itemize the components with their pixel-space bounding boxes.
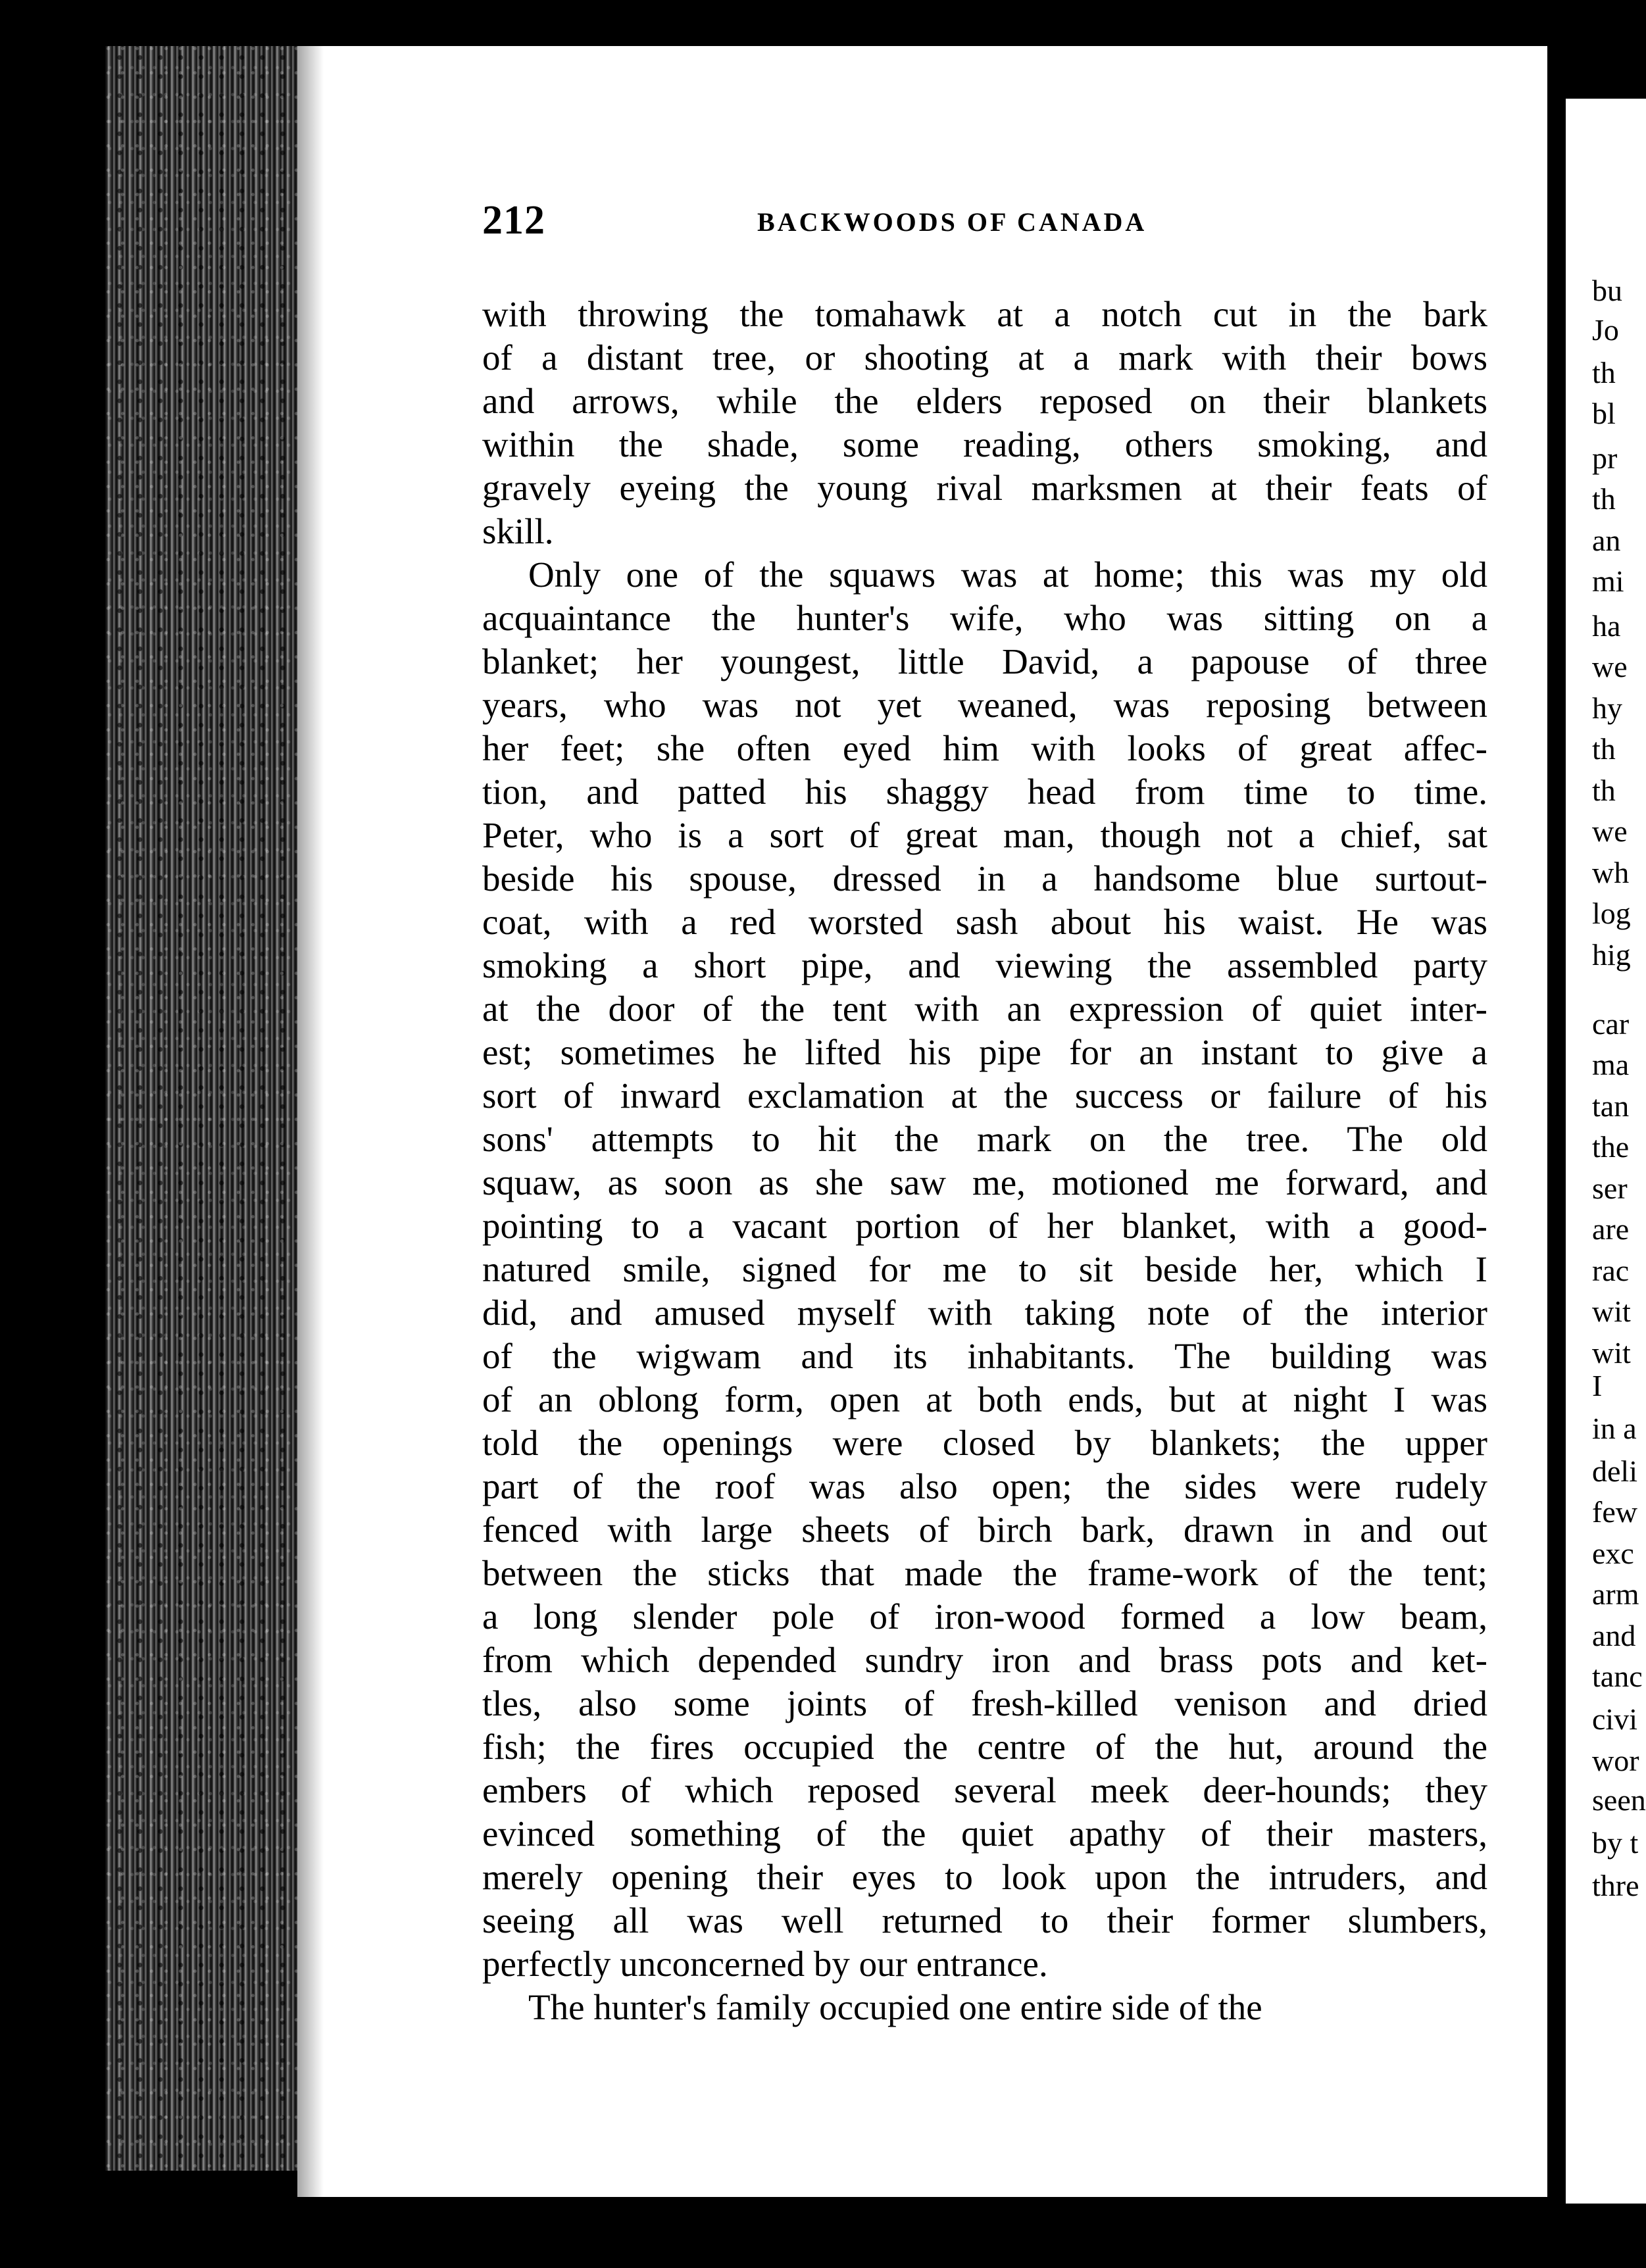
text-line: sons' attempts to hit the mark on the tree. The old bbox=[482, 1119, 1487, 1159]
right-page-fragment: rac bbox=[1592, 1254, 1630, 1287]
text-line: acquaintance the hunter's wife, who was sitting on a bbox=[482, 598, 1487, 638]
right-page-fragment: exc bbox=[1592, 1537, 1634, 1570]
right-page-fragment: by t bbox=[1592, 1826, 1639, 1860]
right-page-fragment: wit bbox=[1592, 1336, 1631, 1369]
right-page-fragment: deli bbox=[1592, 1454, 1637, 1488]
right-page-fragment: and bbox=[1592, 1619, 1636, 1652]
right-page-fragment: log bbox=[1592, 897, 1631, 930]
text-line: smoking a short pipe, and viewing the assembled party bbox=[482, 945, 1487, 985]
text-line: of a distant tree, or shooting at a mark with their bows bbox=[482, 337, 1487, 378]
text-line: from which depended sundry iron and brass pots and ket- bbox=[482, 1640, 1487, 1680]
right-page-fragment: tanc bbox=[1592, 1660, 1643, 1693]
text-line: squaw, as soon as she saw me, motioned me forward, and bbox=[482, 1162, 1487, 1202]
right-page-fragment: wor bbox=[1592, 1744, 1639, 1777]
text-line: of the wigwam and its inhabitants. The building was bbox=[482, 1336, 1487, 1376]
text-line: est; sometimes he lifted his pipe for an instant to give a bbox=[482, 1032, 1487, 1072]
right-page-fragment: bu bbox=[1592, 274, 1622, 307]
right-page-fragment: th bbox=[1592, 774, 1616, 807]
text-line: Peter, who is a sort of great man, though not a chief, sat bbox=[482, 815, 1487, 855]
text-line: years, who was not yet weaned, was reposing between bbox=[482, 685, 1487, 725]
right-page-fragment: seen bbox=[1592, 1783, 1646, 1817]
right-page-fragment: are bbox=[1592, 1212, 1630, 1246]
right-page-fragment: th bbox=[1592, 482, 1616, 516]
text-line: embers of which reposed several meek deer-hounds; they bbox=[482, 1770, 1487, 1810]
text-line: with throwing the tomahawk at a notch cut in the bark bbox=[482, 294, 1487, 334]
right-page-fragment: th bbox=[1592, 732, 1616, 766]
right-page-fragment: civi bbox=[1592, 1702, 1637, 1736]
text-line: of an oblong form, open at both ends, but at night I was bbox=[482, 1379, 1487, 1419]
text-line: beside his spouse, dressed in a handsome blue surtout- bbox=[482, 858, 1487, 899]
right-page-fragment: wit bbox=[1592, 1294, 1631, 1328]
right-page-fragment: hig bbox=[1592, 938, 1631, 972]
right-page-fragment: bl bbox=[1592, 397, 1616, 430]
text-line: merely opening their eyes to look upon the intruders, and bbox=[482, 1857, 1487, 1897]
page-gutter-shadow bbox=[297, 46, 324, 2197]
right-page-fragment: tan bbox=[1592, 1089, 1630, 1123]
text-line: natured smile, signed for me to sit beside her, which I bbox=[482, 1249, 1487, 1289]
page-header bbox=[482, 197, 1199, 250]
body-text bbox=[482, 293, 1487, 2029]
text-line: a long slender pole of iron-wood formed a low beam, bbox=[482, 1596, 1487, 1637]
right-page-fragment: ser bbox=[1592, 1171, 1628, 1205]
text-line: sort of inward exclamation at the success or failure of his bbox=[482, 1075, 1487, 1116]
running-head: BACKWOODS OF CANADA bbox=[757, 207, 1147, 237]
right-page-fragment: the bbox=[1592, 1130, 1630, 1164]
right-page-fragment: mi bbox=[1592, 564, 1624, 598]
right-page-fragment: arm bbox=[1592, 1577, 1639, 1611]
right-page-fragment: ha bbox=[1592, 609, 1621, 643]
right-page-fragment: we bbox=[1592, 814, 1628, 848]
page-number: 212 bbox=[482, 198, 545, 243]
text-line: blanket; her youngest, little David, a papouse of three bbox=[482, 641, 1487, 681]
right-page-fragment: car bbox=[1592, 1007, 1630, 1041]
book-edge-left bbox=[105, 46, 303, 2171]
text-line: and arrows, while the elders reposed on their blankets bbox=[482, 381, 1487, 421]
right-page-fragment: I bbox=[1592, 1369, 1603, 1402]
right-page-fragment: pr bbox=[1592, 441, 1618, 475]
text-line: perfectly unconcerned by our entrance. bbox=[482, 1944, 1048, 1984]
right-page-fragment: an bbox=[1592, 524, 1621, 557]
text-line: tles, also some joints of fresh-killed venison and dried bbox=[482, 1683, 1487, 1723]
text-line: part of the roof was also open; the sides were rudely bbox=[482, 1466, 1487, 1506]
text-line: between the sticks that made the frame-work of the tent; bbox=[482, 1553, 1487, 1593]
right-page-fragment: wh bbox=[1592, 856, 1630, 889]
text-line: coat, with a red worsted sash about his waist. He was bbox=[482, 902, 1487, 942]
text-line: fenced with large sheets of birch bark, drawn in and out bbox=[482, 1510, 1487, 1550]
text-line: skill. bbox=[482, 511, 554, 551]
right-page-fragment: ma bbox=[1592, 1048, 1630, 1081]
text-line: Only one of the squaws was at home; this was my old bbox=[528, 555, 1487, 595]
text-line: within the shade, some reading, others smoking, and bbox=[482, 424, 1487, 464]
text-line: fish; the fires occupied the centre of the hut, around the bbox=[482, 1727, 1487, 1767]
text-line: told the openings were closed by blankets; the upper bbox=[482, 1423, 1487, 1463]
text-line: at the door of the tent with an expression of quiet inter- bbox=[482, 989, 1487, 1029]
right-page-fragment: Jo bbox=[1592, 313, 1619, 347]
right-page-fragment: th bbox=[1592, 356, 1616, 389]
right-page-fragment: we bbox=[1592, 650, 1628, 683]
text-line: evinced something of the quiet apathy of their masters, bbox=[482, 1813, 1487, 1854]
text-line: pointing to a vacant portion of her blanket, with a good- bbox=[482, 1206, 1487, 1246]
right-page-fragment: few bbox=[1592, 1495, 1637, 1529]
right-page-fragment: thre bbox=[1592, 1869, 1639, 1902]
right-page-fragment: in a bbox=[1592, 1412, 1637, 1445]
text-line: did, and amused myself with taking note of the interior bbox=[482, 1293, 1487, 1333]
right-page-fragment: hy bbox=[1592, 691, 1622, 725]
text-line: seeing all was well returned to their former slumbers, bbox=[482, 1900, 1487, 1940]
adjacent-page-right bbox=[1566, 99, 1646, 2204]
text-line: The hunter's family occupied one entire side of the bbox=[528, 1987, 1262, 2027]
text-line: tion, and patted his shaggy head from time to time. bbox=[482, 772, 1487, 812]
text-line: her feet; she often eyed him with looks of great affec- bbox=[482, 728, 1487, 768]
text-line: gravely eyeing the young rival marksmen at their feats of bbox=[482, 468, 1487, 508]
